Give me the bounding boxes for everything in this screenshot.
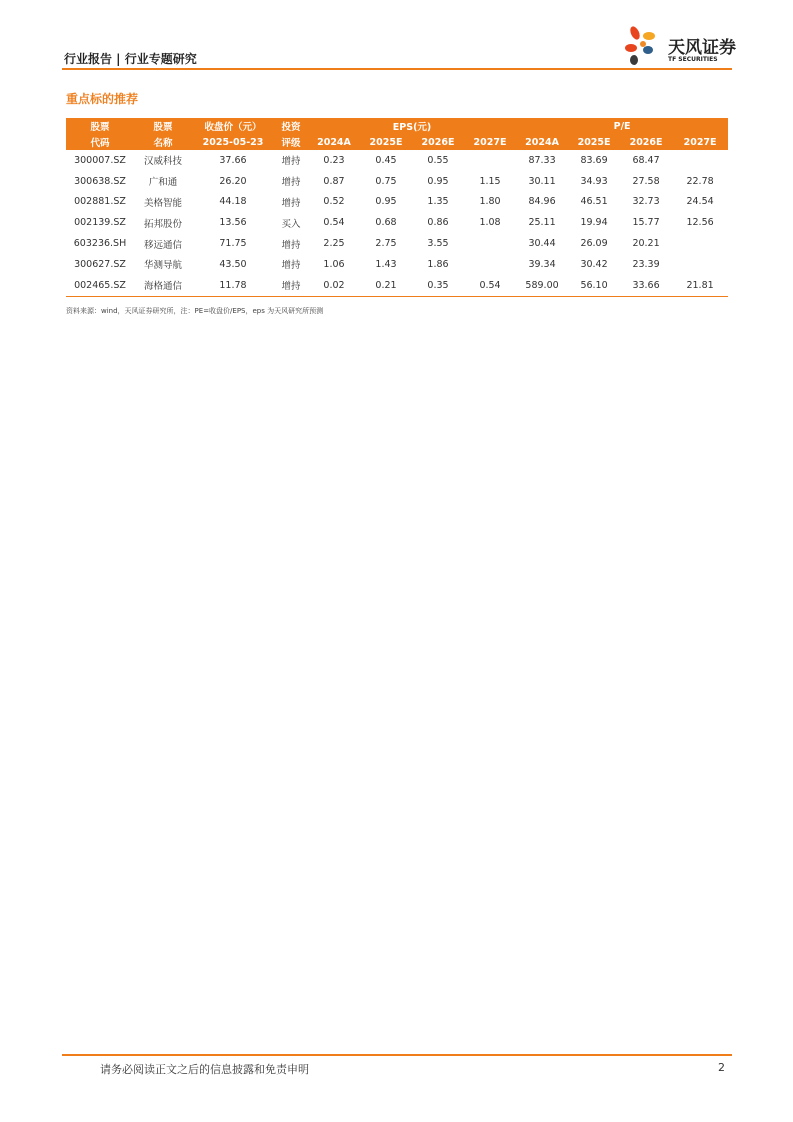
table-cell: 39.34 [528, 258, 556, 270]
table-cell: 2.25 [323, 238, 345, 250]
table-cell [464, 150, 516, 171]
table-cell: 1.06 [323, 258, 345, 270]
table-row [66, 150, 728, 171]
table-cell: 27.58 [632, 175, 660, 187]
table-cell: 美格智能 [143, 197, 182, 209]
table-cell: 24.54 [686, 196, 714, 208]
table-cell: 1.80 [479, 196, 501, 208]
table-cell: 20.21 [632, 238, 660, 250]
table-cell: 30.42 [580, 258, 608, 270]
header-top-cell: 股票 [66, 118, 134, 134]
table-cell: 2.75 [375, 238, 397, 250]
table-cell: 300007.SZ [74, 154, 126, 166]
table-row [66, 254, 728, 275]
logo-name-en: TF SECURITIES [668, 56, 718, 63]
header-sub-cell: 评级 [274, 134, 308, 150]
report-breadcrumb: 行业报告 | 行业专题研究 [64, 52, 197, 66]
table-cell: 32.73 [632, 196, 660, 208]
table-cell: 15.77 [632, 217, 660, 229]
table-cell: 增持 [281, 260, 301, 272]
table-cell: 37.66 [219, 154, 247, 166]
table-cell: 0.54 [464, 275, 516, 296]
table-cell: 33.66 [620, 275, 672, 296]
table-cell: 0.52 [323, 196, 345, 208]
table-cell: 1.86 [427, 258, 449, 270]
header-sub-cell: 2024A [308, 134, 360, 150]
table-cell: 海格通信 [134, 275, 192, 296]
table-cell: 0.35 [412, 275, 464, 296]
table-cell: 12.56 [686, 217, 714, 229]
footer-divider [62, 1054, 732, 1056]
table-cell: 0.95 [375, 196, 397, 208]
table-cell: 83.69 [580, 154, 608, 166]
header-sub-cell: 2026E [620, 134, 672, 150]
table-cell: 11.78 [192, 275, 274, 296]
table-cell: 22.78 [686, 175, 714, 187]
table-cell: 华测导航 [143, 260, 182, 272]
header-sub-cell: 2025-05-23 [192, 134, 274, 150]
table-cell: 增持 [281, 239, 301, 251]
table-cell [672, 150, 728, 171]
table-cell: 19.94 [580, 217, 608, 229]
table-cell: 002139.SZ [74, 217, 126, 229]
source-note: 资料来源：wind，天风证券研究所，注：PE=收盘价/EPS，eps 为天风研究所预测 [66, 307, 324, 315]
table-cell [672, 233, 728, 254]
table-cell: 300638.SZ [74, 175, 126, 187]
table-cell: 589.00 [516, 275, 568, 296]
table-cell: 0.02 [308, 275, 360, 296]
header-top-cell: EPS(元) [308, 118, 516, 134]
table-cell: 0.55 [427, 154, 449, 166]
header-top-cell: 投资 [274, 118, 308, 134]
table-cell: 26.09 [580, 238, 608, 250]
table-cell: 0.75 [375, 175, 397, 187]
table-cell: 300627.SZ [74, 258, 126, 270]
table-cell: 1.08 [479, 217, 501, 229]
table-body [66, 150, 728, 296]
table-cell: 0.45 [375, 154, 397, 166]
table-cell: 30.44 [528, 238, 556, 250]
header-sub-cell: 2024A [516, 134, 568, 150]
table-row [66, 171, 728, 192]
table-cell: 30.11 [528, 175, 556, 187]
table-cell: 买入 [281, 218, 301, 230]
table-cell: 0.68 [375, 217, 397, 229]
table-row [66, 192, 728, 213]
header-divider [62, 68, 732, 70]
table-cell: 广和通 [148, 177, 178, 189]
table-cell: 13.56 [219, 217, 247, 229]
table-cell: 26.20 [219, 175, 247, 187]
table-row [66, 212, 728, 233]
table-cell [464, 233, 516, 254]
table-cell: 增持 [274, 275, 308, 296]
table-cell [672, 254, 728, 275]
table-cell: 0.21 [360, 275, 412, 296]
table-cell: 增持 [281, 156, 301, 168]
table-cell: 84.96 [528, 196, 556, 208]
table-cell: 44.18 [219, 196, 247, 208]
table-cell: 43.50 [219, 258, 247, 270]
table-cell: 46.51 [580, 196, 608, 208]
table-cell: 87.33 [528, 154, 556, 166]
section-title: 重点标的推荐 [66, 92, 139, 106]
header-top-cell: 股票 [134, 118, 192, 134]
page-number: 2 [718, 1061, 725, 1074]
footer-disclaimer: 请务必阅读正文之后的信息披露和免责申明 [100, 1063, 309, 1076]
table-cell: 0.23 [323, 154, 345, 166]
table-cell [464, 254, 516, 275]
header-sub-cell: 代码 [66, 134, 134, 150]
header-top-cell: 收盘价（元） [192, 118, 274, 134]
header-sub-cell: 2025E [568, 134, 620, 150]
logo-name-cn: 天风证券 [668, 38, 736, 58]
header-sub-cell: 2026E [412, 134, 464, 150]
table-cell: 002465.SZ [66, 275, 134, 296]
table-cell: 3.55 [427, 238, 449, 250]
table-cell: 0.54 [323, 217, 345, 229]
table-cell: 21.81 [672, 275, 728, 296]
table-cell: 汉威科技 [143, 156, 182, 168]
header-sub-cell: 2027E [672, 134, 728, 150]
header-sub-cell: 2027E [464, 134, 516, 150]
flower-logo-icon [624, 24, 664, 66]
table-cell: 56.10 [568, 275, 620, 296]
table-cell: 1.43 [375, 258, 397, 270]
table-cell: 增持 [281, 177, 301, 189]
table-cell: 71.75 [219, 238, 247, 250]
recommendation-table [66, 118, 728, 297]
table-cell: 25.11 [528, 217, 556, 229]
table-cell: 0.95 [427, 175, 449, 187]
table-row [66, 275, 728, 296]
table-cell: 1.35 [427, 196, 449, 208]
header-sub-cell: 2025E [360, 134, 412, 150]
table-cell: 0.87 [323, 175, 345, 187]
table-row [66, 233, 728, 254]
table-cell: 002881.SZ [74, 196, 126, 208]
table-cell: 603236.SH [73, 238, 127, 250]
table-cell: 增持 [281, 197, 301, 209]
tf-securities-logo [624, 24, 734, 66]
table-cell: 0.86 [427, 217, 449, 229]
table-cell: 移远通信 [143, 239, 182, 251]
table-cell: 34.93 [580, 175, 608, 187]
table-cell: 68.47 [632, 154, 660, 166]
table-header-top [66, 118, 728, 134]
table-cell: 1.15 [479, 175, 501, 187]
table-cell: 23.39 [632, 258, 660, 270]
table-cell: 拓邦股份 [143, 218, 182, 230]
table-header-sub [66, 134, 728, 150]
header-top-cell: P/E [516, 118, 728, 134]
header-sub-cell: 名称 [134, 134, 192, 150]
